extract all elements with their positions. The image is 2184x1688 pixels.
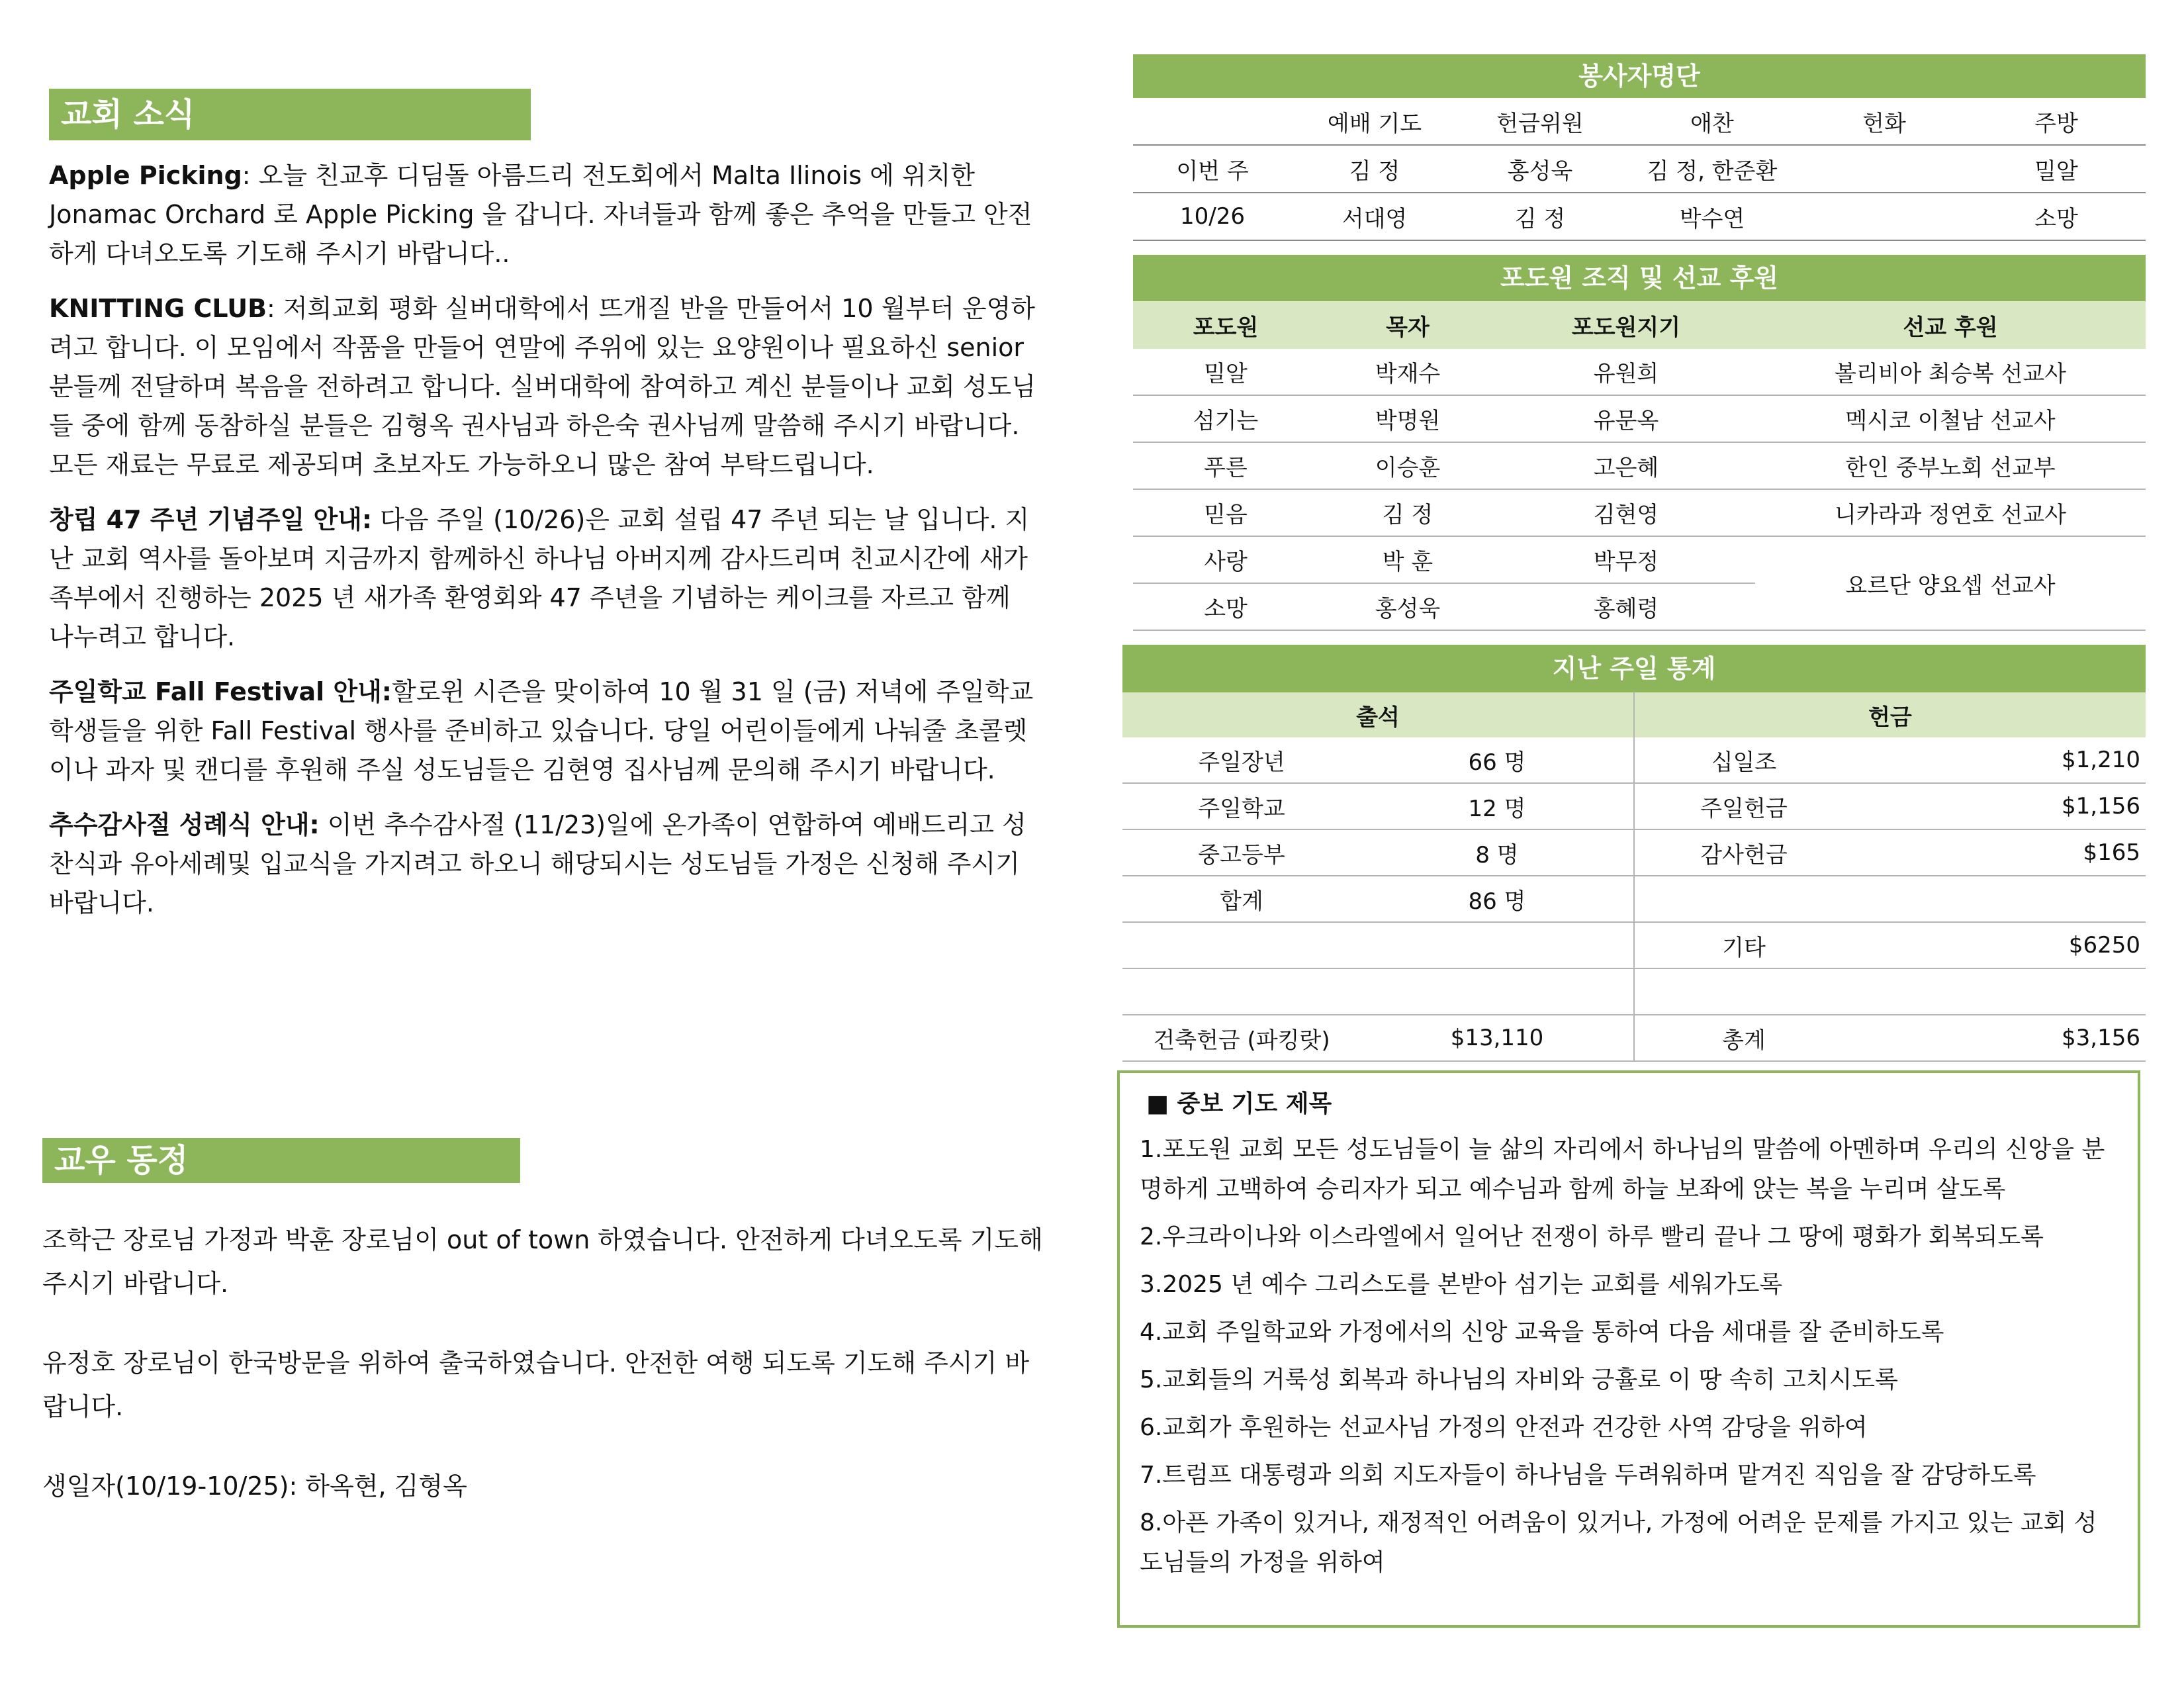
fellowship-section-title: 교우 동정	[42, 1138, 520, 1183]
table-cell: 박무정	[1497, 536, 1755, 583]
table-cell: $3,156	[1853, 1015, 2146, 1061]
table-cell: 8 명	[1361, 829, 1634, 876]
table-cell: 10/26	[1133, 193, 1292, 240]
table-cell: 유원희	[1497, 349, 1755, 395]
table-cell	[1801, 145, 1967, 193]
table-cell: 박 훈	[1318, 536, 1497, 583]
fellowship-birthdays: 생일자(10/19-10/25): 하옥현, 김형옥	[42, 1472, 467, 1501]
stats-table	[1122, 692, 2146, 1062]
table-cell: 니카라과 정연호 선교사	[1755, 489, 2146, 536]
table-row	[1133, 536, 2146, 583]
table-cell: $13,110	[1361, 1015, 1634, 1061]
news-item	[49, 156, 1042, 273]
news-item-text: 이번 추수감사절 (11/23)일에 온가족이 연합하여 예배드리고 성찬식과 유아세례및 입교식을 가지려고 하오니 해당되시는 성도님들 가정은 신청해 주시기 바랍니다.	[49, 810, 1026, 917]
table-header-row	[1133, 301, 2146, 349]
table-row	[1122, 922, 2146, 968]
table-cell: 박재수	[1318, 349, 1497, 395]
news-section-title: 교회 소식	[49, 89, 531, 140]
table-row	[1122, 783, 2146, 829]
table-row	[1133, 349, 2146, 395]
table-cell: 박명원	[1318, 395, 1497, 442]
table-cell: 12 명	[1361, 783, 1634, 829]
table-cell: 건축헌금 (파킹랏)	[1122, 1015, 1361, 1061]
news-item	[49, 806, 1042, 923]
table-cell	[1361, 968, 1634, 1015]
table-cell: 김 정, 한준환	[1623, 145, 1801, 193]
table-header-cell: 주방	[1967, 98, 2146, 145]
news-list	[49, 156, 1042, 939]
news-item-lead: 추수감사절 성례식 안내:	[49, 810, 320, 839]
news-item	[49, 673, 1042, 790]
news-item-text: : 저희교회 평화 실버대학에서 뜨개질 반을 만들어서 10 월부터 운영하려고 합니다. 이 모임에서 작품을 만들어 연말에 주위에 있는 요양원이나 필요하신 senior 분들께 전달하며 복음을 전하려고 합니다. 실버대학에 참여하고 계신 분들이나 교회 성도님들 중에 함께 동참하실 분들은 김형옥 권사님과 하은숙 권사님께 말씀해 주시기 바랍니다. 모든 재료는 무료로 제공되며 초보자도 가능하오니 많은 참여 부탁드립니다.	[49, 294, 1036, 479]
table-cell: 이승훈	[1318, 442, 1497, 489]
table-row	[1133, 145, 2146, 193]
table-cell: 멕시코 이철남 선교사	[1755, 395, 2146, 442]
table-row	[1133, 489, 2146, 536]
table-cell: 십일조	[1634, 737, 1853, 783]
table-row	[1122, 876, 2146, 922]
table-header-cell: 선교 후원	[1755, 301, 2146, 349]
table-cell: 홍성욱	[1457, 145, 1623, 193]
table-cell: 푸른	[1133, 442, 1318, 489]
prayer-item: 5.교회들의 거룩성 회복과 하나님의 자비와 긍휼로 이 땅 속히 고치시도록	[1140, 1366, 1898, 1393]
table-header-cell: 헌화	[1801, 98, 1967, 145]
prayer-item: 8.아픈 가족이 있거나, 재정적인 어려움이 있거나, 가정에 어려운 문제를 가지고 있는 교회 성도님들의 가정을 위하여	[1140, 1509, 2097, 1576]
table-header-cell: 예배 기도	[1292, 98, 1457, 145]
prayer-list	[1140, 1130, 2119, 1591]
table-header-cell: 포도원	[1133, 301, 1318, 349]
table-cell: 섬기는	[1133, 395, 1318, 442]
news-item-text: 다음 주일 (10/26)은 교회 설립 47 주년 되는 날 입니다. 지난 교회 역사를 돌아보며 지금까지 함께하신 하나님 아버지께 감사드리며 친교시간에 새가족부에서 진행하는 2025 년 새가족 환영회와 47 주년을 기념하는 케이크를 자르고 함께 나누려고 합니다.	[49, 505, 1030, 651]
fellowship-travel-note: 조학근 장로님 가정과 박훈 장로님이 out of town 하였습니다. 안전하게 다녀오도록 기도해 주시기 바랍니다.	[42, 1225, 1043, 1298]
table-cell: 86 명	[1361, 876, 1634, 922]
table-row	[1122, 1015, 2146, 1061]
table-cell: 김 정	[1292, 145, 1457, 193]
table-cell: $1,210	[1853, 737, 2146, 783]
table-header-cell: 목자	[1318, 301, 1497, 349]
table-cell: 밀알	[1967, 145, 2146, 193]
table-cell: 기타	[1634, 922, 1853, 968]
table-cell: 홍성욱	[1318, 583, 1497, 630]
prayer-item: 6.교회가 후원하는 선교사님 가정의 안전과 건강한 사역 감당을 위하여	[1140, 1414, 1868, 1441]
table-header-cell: 포도원지기	[1497, 301, 1755, 349]
table-cell: 총계	[1634, 1015, 1853, 1061]
offering-header: 헌금	[1634, 692, 2146, 737]
table-cell: 믿음	[1133, 489, 1318, 536]
table-cell: 김 정	[1318, 489, 1497, 536]
table-header-cell: 헌금위원	[1457, 98, 1623, 145]
table-cell	[1853, 968, 2146, 1015]
table-cell: $165	[1853, 829, 2146, 876]
table-row	[1133, 395, 2146, 442]
fellowship-korea-note: 유정호 장로님이 한국방문을 위하여 출국하였습니다. 안전한 여행 되도록 기도해 주시기 바랍니다.	[42, 1348, 1030, 1421]
prayer-item: 3.2025 년 예수 그리스도를 본받아 섬기는 교회를 세워가도록	[1140, 1271, 1783, 1298]
news-item-text: : 오늘 친교후 디딤돌 아름드리 전도회에서 Malta Ilinois 에 위치한 Jonamac Orchard 로 Apple Picking 을 갑니다. 자녀들과 함께 좋은 추억을 만들고 안전하게 다녀오도록 기도해 주시기 바랍니다..	[49, 161, 1032, 268]
table-cell: 한인 중부노회 선교부	[1755, 442, 2146, 489]
news-item	[49, 289, 1042, 485]
table-cell	[1122, 922, 1361, 968]
table-row	[1122, 737, 2146, 783]
table-header-row	[1122, 692, 2146, 737]
table-cell: 김현영	[1497, 489, 1755, 536]
table-cell: 소망	[1133, 583, 1318, 630]
table-cell: $6250	[1853, 922, 2146, 968]
news-item-text: 할로윈 시즌을 맞이하여 10 월 31 일 (금) 저녁에 주일학교 학생들을 위한 Fall Festival 행사를 준비하고 있습니다. 당일 어린이들에게 나눠줄 초콜렛이나 과자 및 캔디를 후원해 주실 성도님들은 김현영 집사님께 문의해 주시기 바랍니다.	[49, 677, 1034, 784]
news-item-lead: 주일학교 Fall Festival 안내:	[49, 677, 392, 706]
table-cell	[1634, 876, 1853, 922]
prayer-box	[1117, 1070, 2140, 1628]
table-cell: 66 명	[1361, 737, 1634, 783]
prayer-item: 7.트럼프 대통령과 의회 지도자들이 하나님을 두려워하며 맡겨진 직임을 잘 감당하도록	[1140, 1462, 2036, 1489]
table-cell: 감사헌금	[1634, 829, 1853, 876]
prayer-item: 2.우크라이나와 이스라엘에서 일어난 전쟁이 하루 빨리 끝나 그 땅에 평화가 회복되도록	[1140, 1223, 2044, 1250]
news-item-lead: KNITTING CLUB	[49, 294, 267, 323]
table-cell: 박수연	[1623, 193, 1801, 240]
table-cell: 중고등부	[1122, 829, 1361, 876]
table-cell: 이번 주	[1133, 145, 1292, 193]
stats-title: 지난 주일 통계	[1122, 645, 2146, 692]
prayer-item: 4.교회 주일학교와 가정에서의 신앙 교육을 통하여 다음 세대를 잘 준비하도록	[1140, 1319, 1944, 1346]
table-row	[1122, 968, 2146, 1015]
table-cell: 서대영	[1292, 193, 1457, 240]
table-cell: 주일헌금	[1634, 783, 1853, 829]
table-cell: 밀알	[1133, 349, 1318, 395]
news-item-lead: Apple Picking	[49, 161, 242, 190]
table-cell	[1634, 968, 1853, 1015]
merged-mission-cell: 요르단 양요셉 선교사	[1755, 536, 2146, 630]
table-cell: $1,156	[1853, 783, 2146, 829]
table-row	[1122, 829, 2146, 876]
table-cell: 유문옥	[1497, 395, 1755, 442]
table-cell: 사랑	[1133, 536, 1318, 583]
table-header-cell: 애찬	[1623, 98, 1801, 145]
table-cell: 김 정	[1457, 193, 1623, 240]
vineyard-title: 포도원 조직 및 선교 후원	[1133, 255, 2146, 301]
table-cell: 고은혜	[1497, 442, 1755, 489]
table-cell: 소망	[1967, 193, 2146, 240]
attendance-header: 출석	[1122, 692, 1634, 737]
vineyard-table	[1133, 301, 2146, 631]
table-row	[1133, 193, 2146, 240]
table-cell	[1853, 876, 2146, 922]
volunteers-title: 봉사자명단	[1133, 54, 2146, 98]
table-cell: 볼리비아 최승복 선교사	[1755, 349, 2146, 395]
prayer-title: ■ 중보 기도 제목	[1146, 1090, 1332, 1117]
table-cell: 홍혜령	[1497, 583, 1755, 630]
table-cell	[1361, 922, 1634, 968]
prayer-item: 1.포도원 교회 모든 성도님들이 늘 삶의 자리에서 하나님의 말씀에 아멘하며 우리의 신앙을 분명하게 고백하여 승리자가 되고 예수님과 함께 하늘 보좌에 앉는 복을 누리며 살도록	[1140, 1136, 2105, 1203]
table-header-row	[1133, 98, 2146, 145]
table-cell	[1801, 193, 1967, 240]
news-item-lead: 창립 47 주년 기념주일 안내:	[49, 505, 373, 534]
table-row	[1133, 442, 2146, 489]
table-header-cell	[1133, 98, 1292, 145]
table-cell: 주일학교	[1122, 783, 1361, 829]
news-item	[49, 500, 1042, 657]
table-cell: 합계	[1122, 876, 1361, 922]
table-cell	[1122, 968, 1361, 1015]
volunteers-table	[1133, 98, 2146, 241]
table-cell: 주일장년	[1122, 737, 1361, 783]
